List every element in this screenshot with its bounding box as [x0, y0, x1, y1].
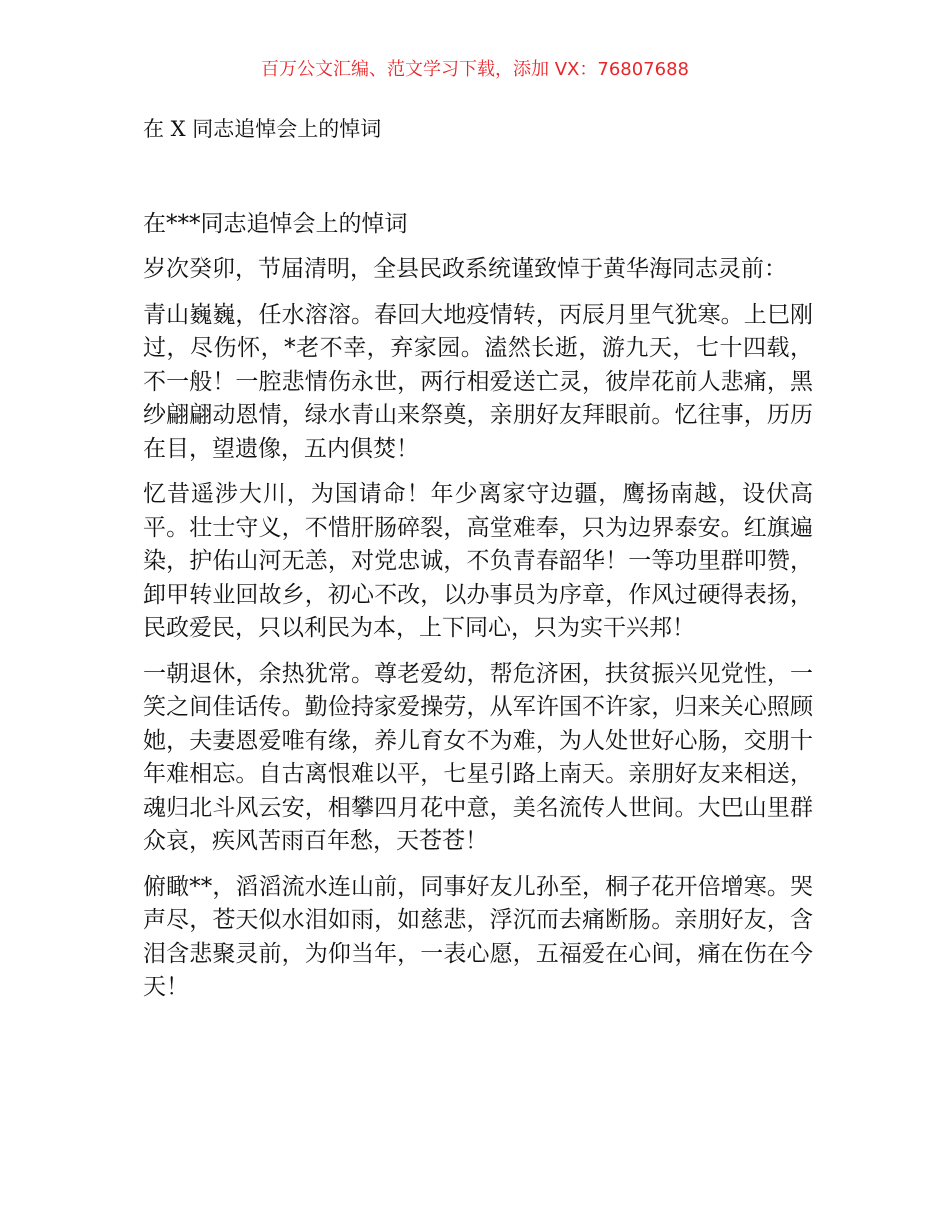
header-banner: 百万公文汇编、范文学习下载，添加 VX：76807688 [261, 59, 689, 80]
paragraph-mourning: 青山巍巍，任水溶溶。春回大地疫情转，丙辰月里气犹寒。上巳刚过，尽伤怀，*老不幸，弃家园。溘然长逝，游九天，七十四载，不一般！一腔悲情伤永世，两行相爱送亡灵，彼岸花前人悲痛，黑纱翩翩动恩情，绿水青山来祭奠，亲朋好友拜眼前。忆往事，历历在目，望遗像，五内俱焚！ [143, 301, 813, 462]
paragraph-retirement: 一朝退休，余热犹常。尊老爱幼，帮危济困，扶贫振兴见党性，一笑之间佳话传。勤俭持家爱操劳，从军许国不许家，归来关心照顾她，夫妻恩爱唯有缘，养儿育女不为难，为人处世好心肠，交朋十年难相忘。自古离恨难以平，七星引路上南天。亲朋好友来相送，魂归北斗风云安，相攀四月花中意，美名流传人世间。大巴山里群众哀，疾风苦雨百年愁，天苍苍！ [143, 660, 813, 854]
paragraph-service: 忆昔遥涉大川，为国请命！年少离家守边疆，鹰扬南越，设伏高平。壮士守义，不惜肝肠碎裂，高堂难奉，只为边界泰安。红旗遍染，护佑山河无恙，对党忠诚，不负青春韶华！一等功里群叩赞，卸甲转业回故乡，初心不改，以办事员为序章，作风过硬得表扬，民政爱民，只以利民为本，上下同心，只为实干兴邦！ [143, 481, 813, 641]
paragraph-opening: 岁次癸卯，节届清明，全县民政系统谨致悼于黄华海同志灵前： [143, 256, 787, 282]
document-body [143, 208, 813, 1017]
document-title: 在 X 同志追悼会上的悼词 [143, 117, 382, 141]
document-subtitle: 在***同志追悼会上的悼词 [143, 211, 408, 237]
paragraph-farewell: 俯瞰**，滔滔流水连山前，同事好友儿孙至，桐子花开倍增寒。哭声尽，苍天似水泪如雨，如慈悲，浮沉而去痛断肠。亲朋好友，含泪含悲聚灵前，为仰当年，一表心愿，五福爱在心间，痛在伤在今天！ [143, 873, 813, 1000]
